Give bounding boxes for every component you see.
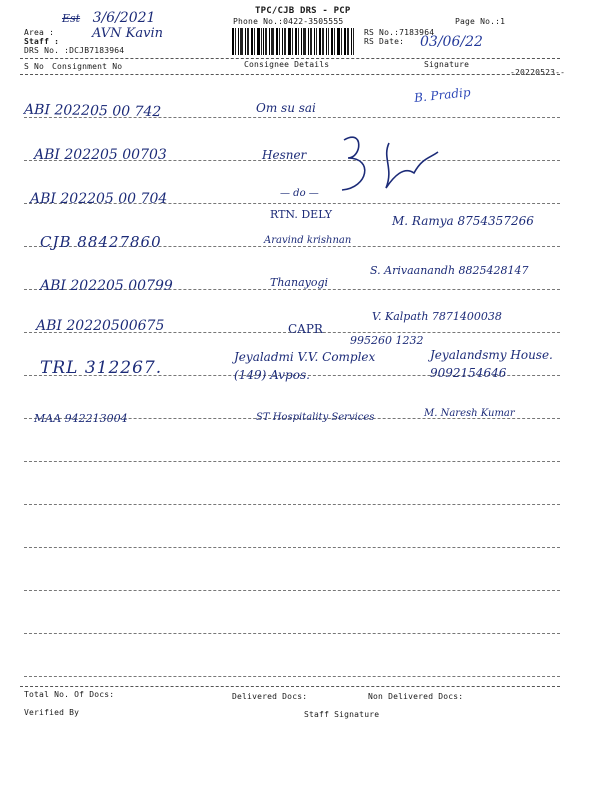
- barcode-bar: [298, 28, 299, 55]
- consignee-name: Jeyaladmi V.V. Complex (149) Avpos.: [234, 350, 376, 382]
- consignee-name: Aravind krishnan: [264, 235, 352, 246]
- date-value: 3/6/2021: [92, 10, 156, 26]
- area-label: Area :: [24, 28, 55, 37]
- consignee-name: Thanayogi: [270, 276, 329, 289]
- row-line: [24, 633, 560, 634]
- consignment-number: ABI 20220500675: [36, 318, 165, 334]
- rs-number: RS No.:7183964: [364, 28, 435, 37]
- barcode-bar: [314, 28, 315, 55]
- staff-handwritten: AVN Kavin: [92, 26, 163, 41]
- barcode: [232, 28, 356, 55]
- barcode-bar: [337, 28, 340, 55]
- barcode-bar: [263, 28, 264, 55]
- return-note: RTN. DELY: [270, 208, 333, 221]
- document-title: TPC/CJB DRS - PCP: [255, 6, 351, 16]
- barcode-bar: [254, 28, 255, 55]
- verified-by-label: Verified By: [24, 708, 80, 717]
- barcode-bar: [353, 28, 354, 55]
- row-line: [24, 504, 560, 505]
- barcode-bar: [238, 28, 239, 55]
- barcode-bar: [245, 28, 246, 55]
- row-line: [24, 547, 560, 548]
- barcode-bar: [303, 28, 306, 55]
- drs-number: DRS No. :DCJB7183964: [24, 46, 125, 55]
- consignment-number: TRL 312267.: [40, 358, 163, 378]
- barcode-bar: [295, 28, 297, 55]
- barcode-bar: [247, 28, 249, 55]
- barcode-bar: [331, 28, 333, 55]
- barcode-bar: [328, 28, 329, 55]
- extra-numbers: 995260 1232: [350, 334, 424, 347]
- consignment-number: ABI 202205 00799: [40, 278, 173, 294]
- barcode-bar: [292, 28, 293, 55]
- barcode-bar: [282, 28, 283, 55]
- consignment-number: ABI 202205 00 742: [23, 101, 162, 121]
- barcode-bar: [351, 28, 352, 55]
- consignee-name: ST Hospitality Services: [256, 412, 375, 423]
- col-date-code: -20220523--: [510, 68, 566, 77]
- receiver-signature: M. Ramya 8754357266: [392, 214, 534, 228]
- handwritten-date: [62, 10, 155, 26]
- barcode-bar: [240, 28, 243, 55]
- consignment-number: ABI 202205 00 704: [30, 191, 168, 207]
- receiver-signature: Jeyalandsmy House. 9092154646: [430, 348, 553, 380]
- row-line: [24, 590, 560, 591]
- rs-date-label: RS Date:: [364, 37, 405, 46]
- non-delivered-docs-label: Non Delivered Docs:: [368, 692, 464, 701]
- receiver-signature: V. Kalpath 7871400038: [372, 310, 502, 323]
- header-divider-top: [20, 58, 560, 59]
- receiver-signature: B. Pradip: [413, 85, 472, 105]
- barcode-bar: [269, 28, 270, 55]
- consignee-name: CAPR: [288, 322, 323, 336]
- barcode-bar: [288, 28, 291, 55]
- barcode-bar: [319, 28, 321, 55]
- barcode-bar: [344, 28, 346, 55]
- receiver-signature: M. Naresh Kumar: [424, 408, 515, 419]
- page-number: Page No.:1: [455, 17, 506, 26]
- col-consignment-no: Consignment No: [52, 62, 123, 71]
- consignment-number: CJB 88427860: [40, 233, 162, 251]
- barcode-bar: [251, 28, 253, 55]
- consignee-name: — do —: [280, 188, 319, 199]
- consignee-name: Om su sai: [256, 101, 316, 115]
- row-line: [24, 676, 560, 677]
- barcode-bar: [308, 28, 309, 55]
- barcode-bar: [261, 28, 262, 55]
- total-docs-label: Total No. Of Docs:: [24, 690, 115, 699]
- barcode-bar: [326, 28, 327, 55]
- staff-label: Staff :: [24, 37, 60, 46]
- footer-divider: [20, 686, 560, 687]
- staff-signature-label: Staff Signature: [304, 710, 380, 719]
- barcode-bar: [271, 28, 274, 55]
- barcode-bar: [316, 28, 317, 55]
- col-consignee-details: Consignee Details: [244, 60, 330, 69]
- barcode-bar: [257, 28, 260, 55]
- delivered-docs-label: Delivered Docs:: [232, 692, 308, 701]
- barcode-bar: [322, 28, 325, 55]
- phone-number: Phone No.:0422-3505555: [233, 17, 344, 26]
- barcode-bar: [265, 28, 267, 55]
- col-signature: Signature: [424, 60, 470, 69]
- col-s-no: S No: [24, 62, 45, 71]
- consignment-number: ABI 202205 00703: [34, 147, 167, 163]
- consignee-name: Hesner: [262, 148, 307, 162]
- barcode-bar: [276, 28, 278, 55]
- row-line: [24, 461, 560, 462]
- barcode-bar: [334, 28, 335, 55]
- consignment-number: MAA 942213004: [34, 412, 128, 425]
- barcode-bar: [341, 28, 342, 55]
- rs-date-handwritten: 03/06/22: [420, 34, 483, 50]
- barcode-bar: [347, 28, 349, 55]
- barcode-bar: [284, 28, 286, 55]
- signature-scribble: [334, 128, 444, 198]
- header-divider-bottom: [20, 74, 560, 75]
- barcode-bar: [232, 28, 234, 55]
- barcode-bar: [301, 28, 302, 55]
- struck-text: Est: [62, 12, 81, 25]
- barcode-bar: [235, 28, 236, 55]
- receiver-signature: S. Arivaanandh 8825428147: [370, 264, 529, 277]
- barcode-bar: [279, 28, 280, 55]
- barcode-bar: [310, 28, 312, 55]
